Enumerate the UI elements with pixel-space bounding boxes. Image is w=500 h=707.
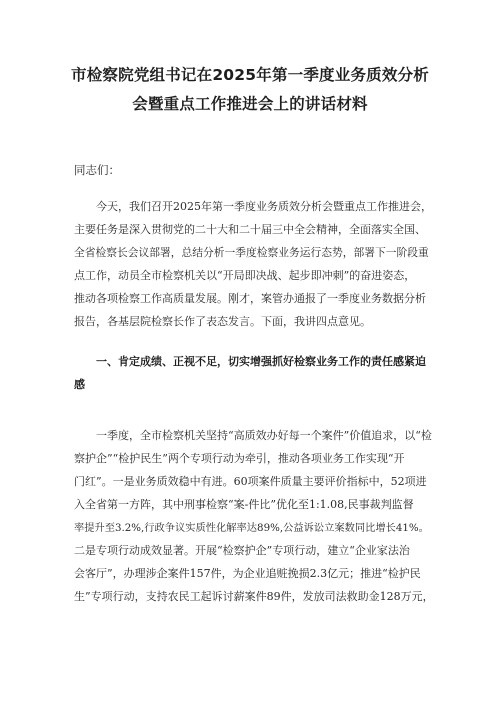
paragraph-line: 入全省第一方阵，其中刑事检察“案-件比”优化至1:1.08,民事裁判监督 xyxy=(74,498,414,511)
salutation: 同志们： xyxy=(74,163,120,177)
paragraph-line: 点工作，动员全市检察机关以“开局即决战、起步即冲刺”的奋进姿态， xyxy=(74,269,416,282)
paragraph-line: 今天，我们召开2025年第一季度业务质效分析会暨重点工作推进会， xyxy=(96,200,432,213)
document-title-line-2: 会暨重点工作推进会上的讲话材料 xyxy=(132,95,368,113)
paragraph-line: 门红”。一是业务质效稳中有进。60项案件质量主要评价指标中，52项进 xyxy=(74,475,427,488)
document-title-line-1: 市检察院党组书记在2025年第一季度业务质效分析 xyxy=(71,66,429,84)
paragraph-line: 会客厅”，办理涉企案件157件，为企业追赃挽损2.3亿元；推进“检护民 xyxy=(74,567,421,580)
paragraph-line: 一季度，全市检察机关坚持“高质效办好每一个案件”价值追求，以“检 xyxy=(96,429,432,442)
paragraph-line: 察护企”“检护民生”两个专项行动为牵引，推动各项业务工作实现“开 xyxy=(74,452,405,465)
paragraph-line: 主要任务是深入贯彻党的二十大和二十届三中全会精神，全面落实全国、 xyxy=(74,223,426,236)
paragraph-line: 全省检察长会议部署，总结分析一季度检察业务运行态势，部署下一阶段重 xyxy=(74,246,429,259)
paragraph-line: 生”专项行动，支持农民工起诉讨薪案件89件，发放司法救助金128万元， xyxy=(74,590,434,603)
paragraph-line: 二是专项行动成效显著。开展“检察护企”专项行动，建立“企业家法治 xyxy=(74,544,410,557)
heading-line: 感 xyxy=(74,378,85,391)
heading-line: 一、肯定成绩、正视不足，切实增强抓好检察业务工作的责任感紧迫 xyxy=(96,355,426,368)
paragraph-line: 报告，各基层院检察长作了表态发言。下面，我讲四点意见。 xyxy=(74,315,371,328)
paragraph-line: 推动各项检察工作高质量发展。刚才，案管办通报了一季度业务数据分析 xyxy=(74,292,426,305)
paragraph-line: 率提升至3.2%,行政争议实质性化解率达89%,公益诉讼立案数同比增长41%。 xyxy=(74,522,429,534)
